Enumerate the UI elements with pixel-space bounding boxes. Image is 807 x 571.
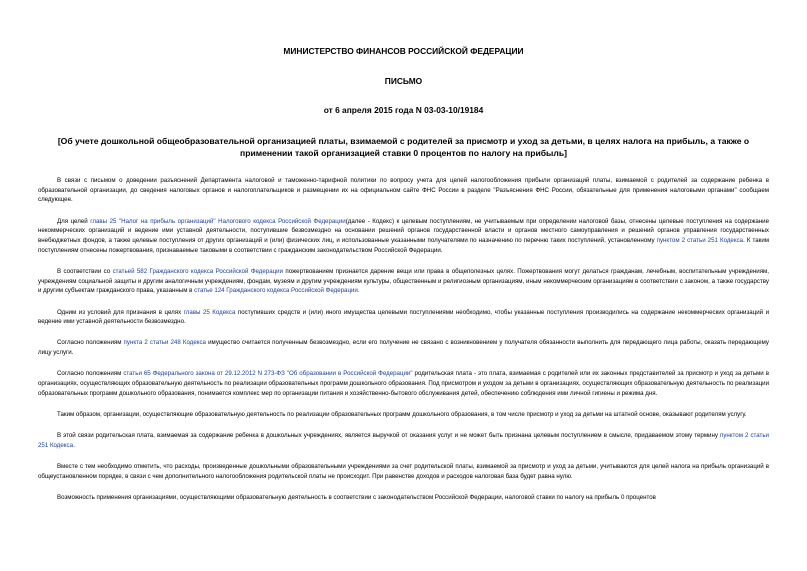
paragraph-text: Для целей (57, 217, 91, 225)
paragraph-text: . (357, 287, 360, 295)
paragraph-text: (далее - Кодекс) к целевым поступлениям, не учитываемым при определении налоговой базы, отнесены целевые поступления на содержание некоммерческих организаций и ведение ими уставной деятельности, поступившие безвозмездно на основании решений органов государственной власти и органов местного самоуправления и решений органов управления государственных внебюджетных фондов, а также целевые поступления от других организаций и (или) физических лиц, и использованные указанными получателями по назначению по перечню таких поступлений, установленному (38, 217, 769, 245)
body-paragraph (38, 462, 769, 481)
body-paragraph (38, 267, 769, 296)
legal-reference-link[interactable]: пунктом 2 статьи 251 Кодекса (656, 237, 744, 245)
legal-reference-link[interactable]: пункта 2 статьи 248 Кодекса (123, 339, 206, 347)
paragraph-text: . (73, 441, 75, 449)
paragraph-text: Согласно положениям (57, 339, 124, 347)
paragraph-text: В соответствии со (57, 267, 113, 275)
legal-reference-link[interactable]: статьей 582 Гражданского кодекса Российской Федерации (112, 267, 284, 275)
paragraph-text: Вместе с тем необходимо отметить, что расходы, произведенные дошкольными образовательными учреждениями за счет родительской платы, взимаемой за присмотр и уход за детьми, учитываются для целей налога на прибыль организаций в общеустановленном порядке, в связи с чем дополнительного налогообложения родительской платы не происходит. При равенстве доходов и расходов налоговая база будет равна нулю. (38, 463, 769, 480)
body-paragraph (38, 338, 769, 357)
legal-reference-link[interactable]: статьи 65 Федерального закона от 29.12.2012 N 273-ФЗ "Об образовании в Российской Федерации" (123, 370, 413, 378)
document-subject: [Об учете дошкольной общеобразовательной организацией платы, взимаемой с родителей за присмотр и уход за детьми, в целях налога на прибыль, а также о применении такой организацией ставки 0 процентов по налогу на прибыль] (57, 136, 750, 158)
paragraph-text: имущество считается полученным безвозмездно, если его получение не связано с возникновением у получателя обязанности выполнить для передающего лица работы, оказать передающему лицу услуги. (38, 339, 769, 357)
body-paragraph (38, 308, 769, 327)
document-type: ПИСЬМО (384, 76, 423, 86)
body-paragraph (38, 176, 769, 205)
ministry-heading: МИНИСТЕРСТВО ФИНАНСОВ РОССИЙСКОЙ ФЕДЕРАЦИИ (283, 46, 524, 56)
body-paragraph (38, 369, 769, 398)
legal-reference-link[interactable]: главы 25 "Налог на прибыль организаций" Налогового кодекса Российской Федерации (90, 217, 346, 225)
document-date-number: от 6 апреля 2015 года N 03-03-10/19184 (323, 105, 484, 115)
paragraph-text: родительская плата - это плата, взимаемая с родителей или их законных представителей за присмотр и уход за детьми в организациях, осуществляющих образовательную деятельность по реализации образовательных программ дошкольного образования. Под присмотром и уходом за детьми в организациях, осуществляющих образовательную деятельность по реализации образовательных программ дошкольного образования, понимается комплекс мер по организации питания и хозяйственно-бытового обслуживания детей, обеспечению соблюдения ими личной гигиены и режима дня. (38, 370, 769, 397)
body-paragraph (38, 217, 769, 256)
paragraph-text: поступивших средств и (или) иного имущества целевыми поступлениями необходимо, чтобы указанные поступления производились на содержание некоммерческих организаций и ведение ими уставной деятельности безвозмездно. (38, 308, 769, 326)
body-paragraph (38, 431, 769, 450)
paragraph-text: Возможность применения организациями, осуществляющими образовательную деятельность в соответствии с законодательством Российской Федерации, налоговой ставки по налогу на прибыль 0 процентов (57, 493, 656, 501)
paragraph-text: Таким образом, организации, осуществляющие образовательную деятельность по реализации образовательных программ дошкольного образования, в том числе присмотр и уход за детьми на штатной основе, оказывают родителям услугу. (57, 410, 747, 418)
paragraph-text: . К таким поступлениям отнесены пожертвования, признаваемые таковыми в соответствии с гражданским законодательством Российской Федерации. (38, 237, 769, 254)
paragraph-text: В связи с письмом о доведении разъяснений Департамента налоговой и таможенно-тарифной политики по вопросу учета для целей налогообложения прибыли организаций платы, взимаемой с родителей за содержание ребенка в образовательной организации, до сведения налоговых органов и налогоплательщиков и размещении их на официальном сайте ФНС России в разделе "Разъяснения ФНС России, обязательные для применения налоговыми органами" сообщаем следующее. (38, 177, 769, 204)
paragraph-text: Согласно положениям (57, 370, 124, 378)
paragraph-text: В этой связи родительская плата, взимаемая за содержание ребенка в дошкольных учреждениях, является выручкой от оказания услуг и не может быть признана целевым поступлением в смысле, придаваемом этому термину (57, 432, 720, 440)
body-paragraph (38, 410, 769, 420)
document-body (38, 176, 769, 503)
legal-reference-link[interactable]: статье 124 Гражданского кодекса Российской Федерации (194, 287, 358, 295)
paragraph-text: пожертвованием признается дарение вещи или права в общеполезных целях. Пожертвования могут делаться гражданам, лечебным, воспитательным учреждениям, учреждениям социальной защиты и другим аналогичным учреждениям, фондам, музеям и другим учреждениям культуры, общественным и религиозным организациям, иным некоммерческим организациям в соответствии с законом, а также государству и другим субъектам гражданского права, указанным в (38, 267, 769, 295)
paragraph-text: Одним из условий для признания в целях (57, 308, 184, 316)
legal-reference-link[interactable]: пунктом 2 статьи 251 Кодекса (38, 432, 769, 449)
legal-reference-link[interactable]: главы 25 Кодекса (183, 308, 236, 316)
body-paragraph (38, 493, 769, 503)
